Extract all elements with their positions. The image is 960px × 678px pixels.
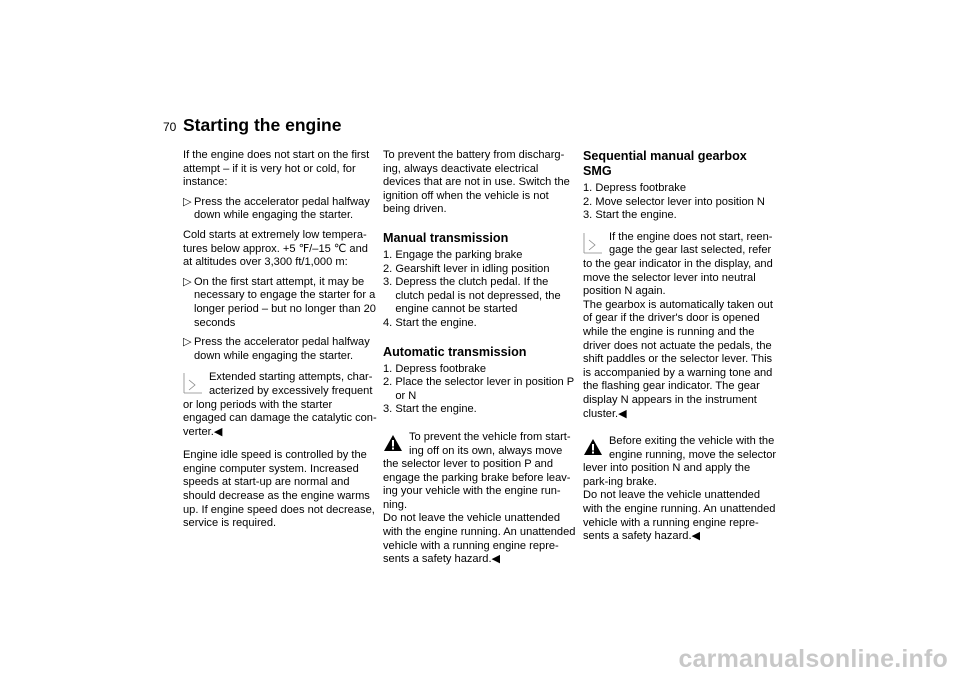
warning-text: Do not leave the vehicle unattended with the engine running. An unattended vehicle with a running engine repre-sents a safety hazard.◀ [383,512,576,566]
list-item [383,317,578,331]
paragraph: Engine idle speed is controlled by the engine computer system. Increased speeds at start-up are normal and should decrease as the engine warms up. If engine speed does not decrease, service is required. [183,449,375,530]
note-hint-icon [183,372,203,394]
step-number: 3. [383,403,396,416]
note-text: If the engine does not start, reen-gage the gear last selected, refer [609,230,773,257]
column-3 [583,149,778,554]
step-text: Engage the parking brake [395,248,523,261]
bullet-item [183,336,378,363]
list-item [383,249,578,263]
watermark: carmanualsonline.info [678,645,948,673]
bullet-item [183,276,378,330]
step-text: Depress footbrake [595,182,686,194]
step-number: 1. [583,182,596,194]
note-text: The gearbox is automatically taken out of gear if the driver's door is opened while the engine is running and the driver does not actuate the pedals, the shift paddles or the selector lever. This is accompanied by a warning tone and the flashing gear indicator. The gear display N appears in the instrument cluster.◀ [583,298,773,420]
bullet-arrow-icon: ▷ [183,336,192,349]
step-number: 1. [383,248,396,261]
warning-text: the selector lever to position P and engage the parking brake before leav-ing your vehicle with the engine run-ning. [383,458,571,511]
step-text: Move selector lever into position N [595,195,765,208]
bullet-arrow-icon: ▷ [183,195,192,208]
list-item [383,363,578,377]
step-text: Start the engine. [395,316,477,329]
section-heading-manual: Manual transmission [383,230,509,245]
step-text: Depress the clutch pedal. If the clutch pedal is not depressed, the engine cannot be started [395,276,561,316]
warning-triangle-icon [383,432,403,454]
note-text: or long periods with the starter engaged can damage the catalytic con-verter.◀ [183,398,377,438]
note-block [183,371,378,439]
automatic-steps-list [383,363,578,417]
warning-text: Do not leave the vehicle unattended with the engine running. An unattended vehicle with a running engine repre-sents a safety hazard.◀ [583,489,776,543]
bullet-text: Press the accelerator pedal halfway down while engaging the starter. [194,195,370,222]
bullet-arrow-icon: ▷ [183,275,192,288]
section-heading-smg: Sequential manual gearbox SMG [583,149,747,178]
warning-triangle-icon [583,436,603,458]
section-heading-automatic: Automatic transmission [383,344,527,359]
step-text: Depress footbrake [395,362,486,375]
bullet-item [183,196,378,223]
column-2 [383,149,578,577]
list-item [383,276,578,317]
paragraph: To prevent the battery from discharg-ing, always deactivate electrical devices that are not in use. Switch the ignition off when the vehicle is not being driven. [383,149,570,216]
step-number: 2. [383,376,396,389]
warning-text: To prevent the vehicle from start-ing off on its own, always move [409,430,571,457]
step-number: 3. [383,276,396,289]
paragraph: Cold starts at extremely low tempera-tures below approx. +5 ℉/–15 ℃ and at altitudes over 3,300 ft/1,000 m: [183,228,368,269]
note-block [583,231,778,421]
list-item [583,209,778,223]
note-text: Extended starting attempts, char-acterized by excessively frequent [209,371,373,397]
list-item [583,196,778,210]
step-text: Place the selector lever in position P or N [395,376,574,402]
step-text: Start the engine. [395,403,477,416]
note-hint-icon [583,232,603,254]
bullet-text: Press the accelerator pedal halfway down while engaging the starter. [194,336,370,362]
page-number: 70 [163,120,177,134]
page-title: Starting the engine [183,115,342,135]
step-number: 2. [583,195,596,208]
step-text: Gearshift lever in idling position [395,262,550,275]
column-1 [183,149,378,537]
step-number: 1. [383,362,396,375]
step-number: 4. [383,316,396,329]
list-item [383,376,578,403]
step-number: 2. [383,262,396,275]
warning-text: lever into position N and apply the park-ing brake. [583,462,751,488]
warning-text: Before exiting the vehicle with the engine running, move the selector [609,435,777,461]
manual-steps-list [383,249,578,331]
note-text: to the gear indicator in the display, and move the selector lever into neutral position N again. [583,257,773,298]
step-number: 3. [583,209,596,222]
list-item [383,263,578,277]
list-item [583,182,778,196]
paragraph: If the engine does not start on the first attempt – if it is very hot or cold, for instance: [183,149,370,189]
bullet-text: On the first start attempt, it may be necessary to engage the starter for a longer period – but no longer than 20 seconds [194,275,376,329]
step-text: Start the engine. [595,209,677,222]
warning-block [383,431,578,567]
smg-steps-list [583,182,778,223]
warning-block [583,435,778,544]
list-item [383,403,578,417]
